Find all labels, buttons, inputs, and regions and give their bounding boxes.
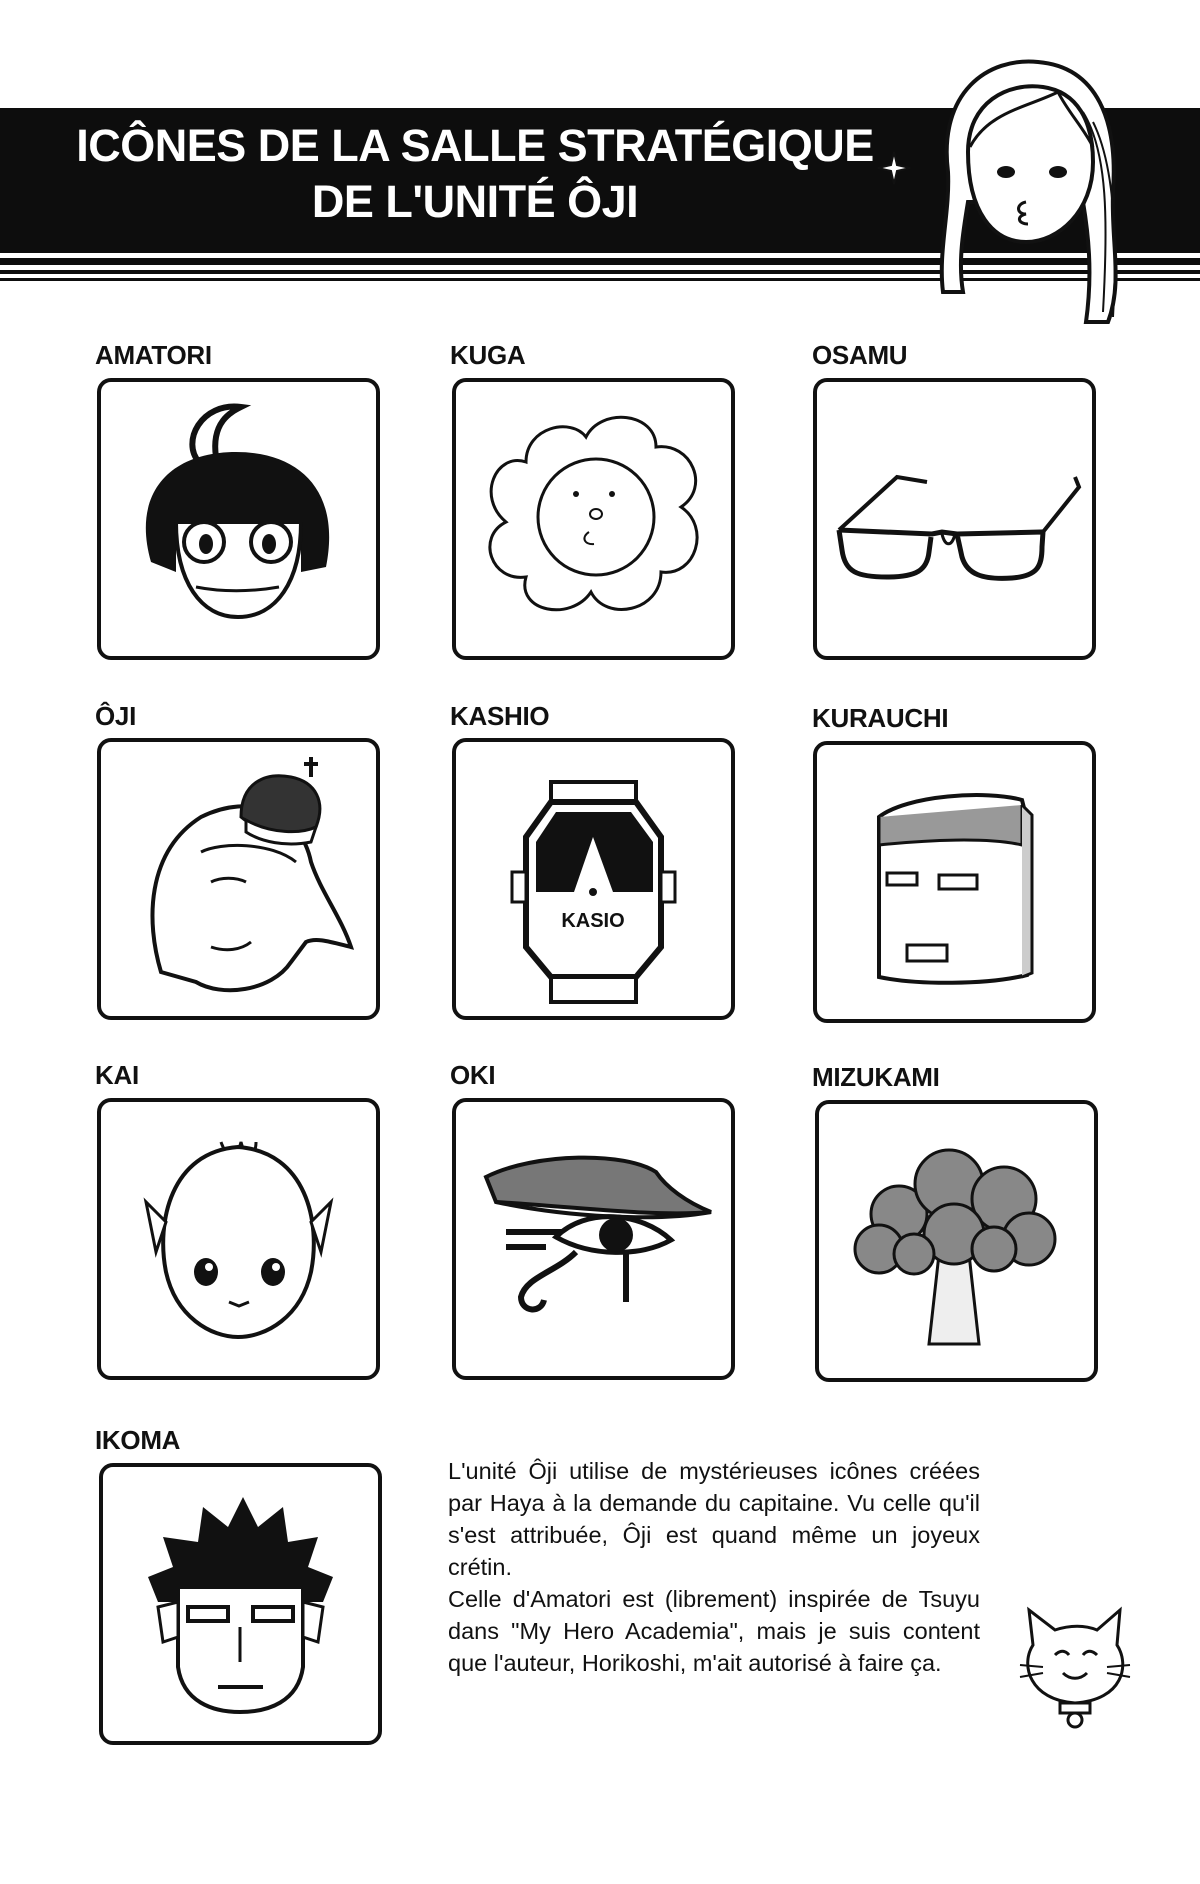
sparkle-icon [876, 150, 912, 186]
icon-card-kai[interactable] [97, 1098, 380, 1380]
icon-card-kashio[interactable] [452, 738, 735, 1020]
description-paragraph-2: Celle d'Amatori est (librement) inspirée de Tsuyu dans "My Hero Academia", mais je suis content que l'auteur, Horikoshi, m'ait autorisé à faire ça. [448, 1586, 980, 1676]
glasses-icon [817, 382, 1092, 656]
wristwatch-icon [456, 742, 731, 1016]
broccoli-icon [819, 1104, 1094, 1378]
girl-mascot-icon [908, 52, 1128, 327]
icon-label-amatori: AMATORI [95, 340, 212, 370]
cat-mascot-icon [1015, 1605, 1135, 1730]
icon-label-kurauchi: KURAUCHI [812, 703, 949, 733]
icon-label-kashio: KASHIO [450, 701, 550, 731]
icon-label-oji: ÔJI [95, 701, 137, 731]
icon-label-osamu: OSAMU [812, 340, 908, 370]
icon-card-oji[interactable] [97, 738, 380, 1020]
eye-of-horus-visor-icon [456, 1102, 731, 1376]
icon-card-kuga[interactable] [452, 378, 735, 660]
icon-label-oki: OKI [450, 1060, 496, 1090]
spiky-hair-face-icon [103, 1467, 378, 1741]
icon-label-mizukami: MIZUKAMI [812, 1062, 940, 1092]
icon-card-ikoma[interactable] [99, 1463, 382, 1745]
icon-card-osamu[interactable] [813, 378, 1096, 660]
box-head-icon [817, 745, 1092, 1019]
description-text [448, 1455, 980, 1679]
crowned-prince-icon [101, 742, 376, 1016]
fluffy-cloud-face-icon [456, 382, 731, 656]
page-title-line-1: ICÔNES DE LA SALLE STRATÉGIQUE [76, 120, 874, 171]
page-title [0, 118, 950, 230]
kewpie-doll-icon [101, 1102, 376, 1376]
bob-haircut-face-icon [101, 382, 376, 656]
description-paragraph-1: L'unité Ôji utilise de mystérieuses icônes créées par Haya à la demande du capitaine. Vu celle qu'il s'est attribuée, Ôji est quand même un joyeux crétin. [448, 1458, 980, 1580]
icon-card-mizukami[interactable] [815, 1100, 1098, 1382]
icon-label-kuga: KUGA [450, 340, 526, 370]
icon-card-amatori[interactable] [97, 378, 380, 660]
icon-label-ikoma: IKOMA [95, 1425, 181, 1455]
icon-card-oki[interactable] [452, 1098, 735, 1380]
page-title-line-2: DE L'UNITÉ ÔJI [311, 176, 639, 227]
icon-card-kurauchi[interactable] [813, 741, 1096, 1023]
icon-label-kai: KAI [95, 1060, 139, 1090]
watch-brand-text: KASIO [561, 910, 625, 932]
